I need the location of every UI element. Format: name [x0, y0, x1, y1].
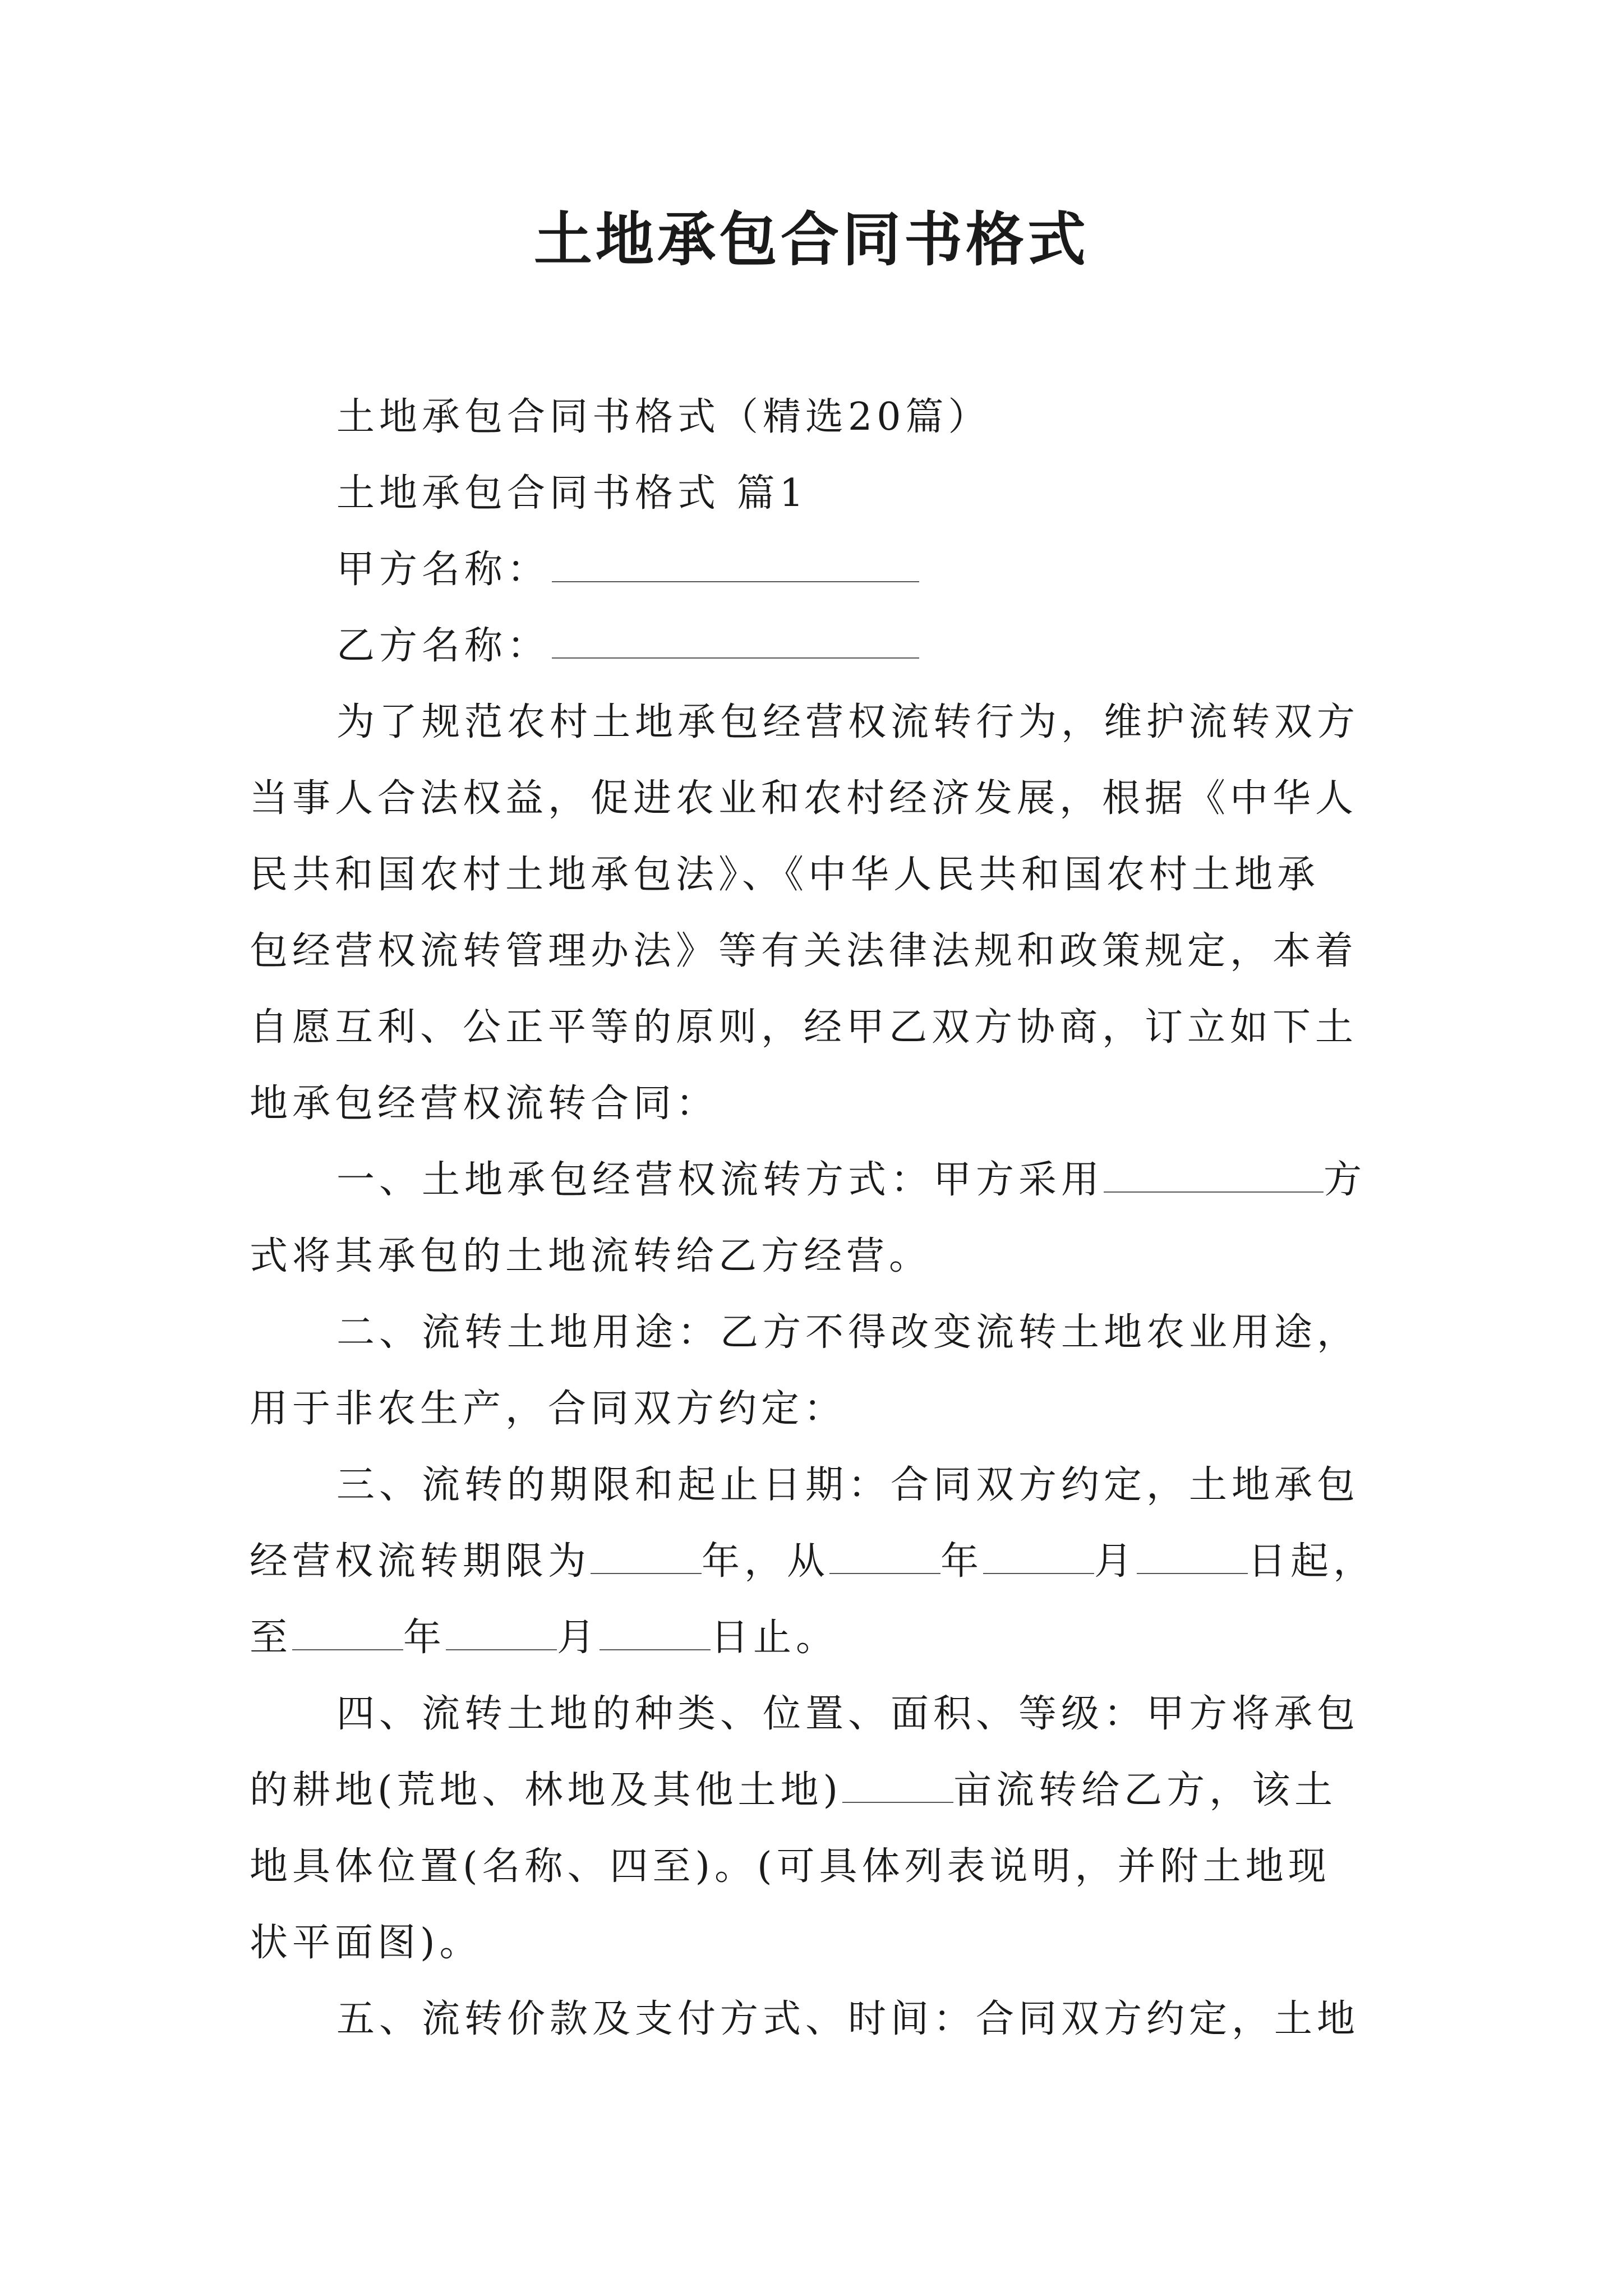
document-body	[250, 379, 1374, 2058]
paragraph-line: 地承包经营权流转合同：	[250, 1082, 719, 1126]
party-b-blank	[552, 625, 919, 659]
area-blank	[842, 1769, 953, 1803]
transfer-method-blank	[1104, 1159, 1324, 1193]
start-month-blank	[983, 1540, 1094, 1574]
party-a-blank	[552, 549, 919, 582]
party-b-field: 乙方名称：	[250, 608, 1374, 684]
paragraph-line: 自愿互利、公正平等的原则，经甲乙双方协商，订立如下土	[250, 1005, 1358, 1050]
end-month-blank	[446, 1617, 557, 1650]
paragraph-line: 民共和国农村土地承包法》、《中华人民共和国农村土地承	[250, 853, 1320, 897]
clause-2-line: 二、流转土地用途：乙方不得改变流转土地农业用途，	[336, 1310, 1360, 1355]
clause-5-line: 五、流转价款及支付方式、时间：合同双方约定，土地	[336, 1997, 1360, 2041]
party-a-field: 甲方名称：	[250, 532, 1374, 608]
start-year-blank	[829, 1540, 940, 1574]
term-years-blank	[591, 1540, 702, 1574]
clause-1-line: 一、土地承包经营权流转方式：甲方采用 方	[336, 1158, 1367, 1202]
paragraph-line: 为了规范农村土地承包经营权流转行为，维护流转双方	[336, 700, 1360, 744]
clause-3-line: 至 年 月 日止。	[250, 1616, 839, 1660]
end-day-blank	[600, 1617, 711, 1650]
paragraph-line: 包经营权流转管理办法》等有关法律法规和政策规定，本着	[250, 929, 1358, 973]
start-day-blank	[1137, 1540, 1248, 1574]
clause-2-line: 用于非农生产，合同双方约定：	[250, 1387, 847, 1431]
clause-1-line: 式将其承包的土地流转给乙方经营。	[250, 1234, 932, 1278]
clause-4-line: 状平面图)。	[250, 1921, 482, 1965]
clause-3-line: 经营权流转期限为 年，从 年 月 日起，	[250, 1539, 1376, 1584]
end-year-blank	[292, 1617, 403, 1650]
document-title: 土地承包合同书格式	[533, 205, 1089, 274]
paragraph-line: 当事人合法权益，促进农业和农村经济发展，根据《中华人	[250, 776, 1358, 821]
clause-4-line: 四、流转土地的种类、位置、面积、等级：甲方将承包	[336, 1692, 1360, 1736]
subtitle: 土地承包合同书格式（精选20篇）	[336, 395, 991, 439]
clause-3-line: 三、流转的期限和起止日期：合同双方约定，土地承包	[336, 1463, 1360, 1507]
clause-4-line: 地具体位置(名称、四至)。(可具体列表说明，并附土地现	[250, 1844, 1331, 1889]
clause-4-line: 的耕地(荒地、林地及其他土地) 亩流转给乙方，该土	[250, 1768, 1338, 1812]
section-heading: 土地承包合同书格式 篇1	[336, 471, 808, 516]
